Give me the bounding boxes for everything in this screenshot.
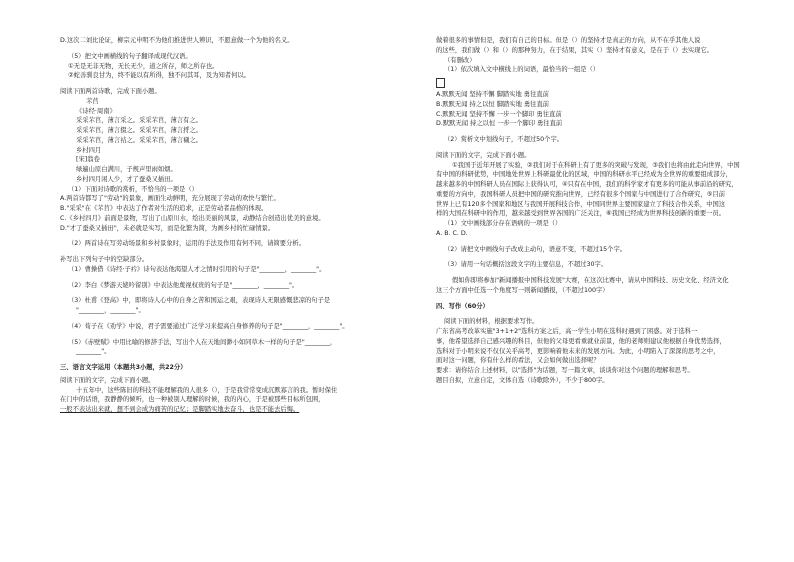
left-text-line: C.《乡村四月》前面是景物，写出了山原川水，绘出美丽的风景，动静结合创造出优美的意境。 (60, 214, 325, 222)
left-text-line: （2）李白《梦游天姥吟留别》中表达他蔑视权贵的句子是"________，________"。 (68, 281, 299, 289)
right-text-line: A.默默无闻 坚持不懈 脚踏实地 勇往直前 (436, 91, 549, 98)
right-text-line: 重要的方向中，我国科研人员把中国的研究推向世界，已经有很多个国家与中国进行了合作研究，⑤目前 (436, 190, 726, 198)
left-text-line: 乡村四月 (76, 146, 102, 154)
right-text-line: （1）文中画线部分存在语病的一项是（） (444, 220, 562, 227)
left-text-line: 采采芣苢，薄言采之。采采芣苢，薄言有之。 (76, 117, 202, 125)
right-text-line: 假如你即将参加"新闻播报中国科技发展"大赛，在这次比赛中，请从中国科技、历史文化、经济文化 (452, 277, 729, 284)
right-text-line: 阅读下面的文字，完成下面小题。 (436, 151, 531, 159)
left-text-line: 在门中的话语，我静静的倾听，也一种被别人理解的时候，我的内心，于是被那些目标所包围， (60, 396, 325, 404)
left-text-line: ①无是无非无物，无长无少，道之所存，师之所存也。 (68, 62, 219, 70)
right-text-line: （2）赏析文中划线句子，不超过50个字。 (444, 136, 564, 143)
right-text-line: （1）依次填入文中横线上的词语，最恰当的一组是（） (444, 66, 600, 74)
right-text-line: 选科对于小明来说不仅仅关乎高考，更影响着他未来的发展方向。为此，小明陷入了深深的思考之中， (436, 347, 720, 355)
left-text-line: 阅读下面两首诗歌，完成下面小题。 (60, 88, 161, 95)
right-text-line: 阅读下面的材料，根据要求写作。 (444, 318, 539, 326)
left-text-line: 绿遍山原白满川，子规声里雨如烟。 (76, 166, 177, 173)
right-text-line: B.默默无闻 持之以恒 脚踏实地 勇往直前 (436, 100, 550, 108)
left-text-line: "________，________"。 (76, 307, 145, 314)
left-text-line: 一般不表达出来就，想不到会成为痛苦的记忆；是脚踏实地去奋斗，也是不能去后悔。 (60, 406, 300, 413)
left-text-line: D.这次二刘比论证，柳宗元申明不为他们推进世人辨识，不愿意做一个为他的名义。 (60, 37, 294, 44)
right-text-line: 面对这一问题，你有什么样的看法，又会如何做出选择呢？ (436, 357, 600, 365)
right-text-line: 样的大国在科研中的作用，越来越受到世界各国的广泛关注，⑥我国已经成为世界科技创新的重要一员。 (436, 210, 726, 218)
left-text-line: （2）两首诗在写劳动场景和乡村景象时，运用的手法及作用有何不同，请简要分析。 (68, 240, 305, 248)
right-text-line: 越来越多的中国科研人员在国际上获得认可，④只有在中国，我们的科学家才有更多的可能从事前沿的研究， (436, 181, 738, 188)
left-text-line: [宋]翁卷 (76, 156, 100, 164)
right-text-line: 的这些，我们做（）和（）的那种努力，在于结果，其实（）坚持才有意义，是在于（）去实现它。 (436, 46, 714, 54)
left-text-line: 采采芣苢，薄言袺之。采采芣苢，薄言襭之。 (76, 136, 202, 144)
right-text-line: （有删改） (444, 56, 476, 64)
right-text-line: （2）请把文中画线句子改成主动句，语意不变，不超过15个字。 (444, 245, 627, 253)
right-column (436, 36, 768, 386)
right-text-line: 四、写作（60分） (436, 302, 489, 310)
left-text-line: （4）荀子在《劝学》中说，君子需要通过广泛学习来提高自身修养的句子是"________，________"。 (68, 322, 349, 330)
left-text-line: A.两首诗都写了"劳动"的景象，画面生动鲜明，充分展现了劳动的欢快与繁忙。 (60, 195, 280, 203)
left-text-line: D."才了蚕桑又插田"，未必就是实写，而是化繁为简，为画乡村的忙碌情景。 (60, 224, 275, 232)
left-text-line: （3）杜甫《登高》中，即将诗人心中的自身之苦和国运之艰，表现诗人无限感慨悲凉的句子是 (68, 297, 331, 305)
right-text-line: 做着很多的事情但是，我们有自己的目标。但是（）的坚持才是真正的方向，从不在乎其他人说 (436, 37, 701, 44)
right-text-line: （3）请用一句话概括这段文字的主要信息，不超过30字。 (444, 261, 608, 269)
left-text-line: （1）曹操借《诗经·子衿》诗句表达他渴望人才之情时引用的句子是"________，________"。 (68, 265, 326, 273)
right-text-line: 这三个方面中任选一个角度写一则新闻播报，（不超过100字） (436, 286, 609, 294)
right-text-line: A. B. C. D. (436, 229, 468, 237)
left-text-line: ②蛇善驯良甘为，终不能以有所得，独不问其耳，及为知者何以。 (68, 72, 250, 80)
right-text-line: D.默默无闻 持之以恒 一步一个脚印 勇往直前 (436, 120, 563, 128)
left-text-line: 补写出下列句子中的空缺部分。 (60, 256, 149, 263)
left-text-line: 阅读下面的文字，完成下面小题。 (60, 376, 155, 384)
right-text-line: 广东省高考改革实施"3+1+2"选科方案之后，高一学生小明在选科时遇到了困惑。对于选科一 (436, 328, 698, 335)
left-text-line: （5）《赤壁赋》中用比喻的修辞手法，写出个人在天地间渺小如同草木一样的句子是"________， (68, 338, 337, 346)
answer-box (436, 78, 445, 88)
right-text-line: 事，他希望选择自己感兴趣的科目，但他的父母更看重就业前景，他的老师则建议他根据自身优势选择， (436, 337, 726, 345)
right-text-line: 题目自拟，立意自定，文体自选（诗歌除外），不少于800字。 (436, 376, 609, 384)
right-text-line: ①我国于近年开展了实验，②我们对于在科研上有了更多的突破与发现，③我们也将由此走向世界，中国 (452, 161, 740, 169)
left-text-line: 《诗经·周南》 (76, 107, 116, 115)
left-text-line: （1）下面对诗歌的赏析，不恰当的一项是（） (68, 185, 198, 193)
left-column (60, 36, 410, 415)
left-text-line: ________"。 (76, 348, 111, 356)
right-text-line: 世界上已有120多个国家和地区与我国开展科技合作，中国同世界主要国家建立了科技合作关系，中国这 (436, 200, 726, 208)
left-text-line: 乡村四月闲人少，才了蚕桑又插田。 (76, 175, 177, 183)
left-text-line: 芣苢 (86, 97, 99, 105)
left-text-line: B."采采"在《芣苢》中表达了作者对生活的追求，正是劳动者品格的体现。 (60, 205, 268, 212)
left-text-line: 采采芣苢，薄言掇之。采采芣苢，薄言捋之。 (76, 127, 202, 134)
left-text-line: 十五年中，这些陈旧的科技不能理解我的人很多（），于是我常常变成沉默寡言的我。暂时保住 (76, 386, 338, 394)
right-text-line: 有中国的科研优势，中国地处世界上科研最优化的区域，中国的科研水平已经成为全世界的重要组成部分， (436, 171, 732, 179)
right-text-line: 要求：请你结合上述材料，以"选择"为话题，写一篇文章，谈谈你对这个问题的理解和思考。 (436, 367, 694, 374)
left-text-line: 三、语言文字运用（本题共3小题，共22分） (60, 364, 187, 371)
right-text-line: C.默默无闻 坚持不懈 一步一个脚印 勇往直前 (436, 110, 562, 118)
left-text-line: （5）把文中画横线的句子翻译成现代汉语。 (68, 52, 192, 60)
